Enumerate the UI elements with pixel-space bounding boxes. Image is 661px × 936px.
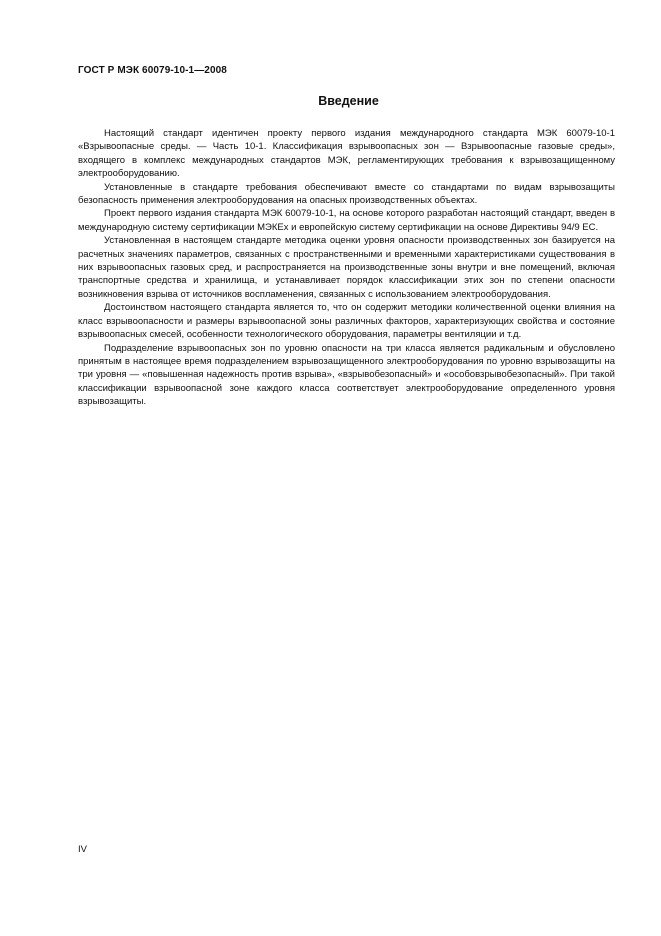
paragraph: Достоинством настоящего стандарта является то, что он содержит методики количественной оценки влияния на класс взрывоопасности и размеры взрывоопасной зоны различных факторов, характеризующих свойства и состояние взрывоопасных смесей, особенности технологического оборудования, параметры вентиляции и т.д. xyxy=(78,302,615,341)
section-title: Введение xyxy=(318,94,379,108)
paragraph: Подразделение взрывоопасных зон по уровню опасности на три класса является радикальным и обусловлено принятым в настоящее время подразделением взрывозащищенного электрооборудования по уровню взрывозащиты на три уровня — «повышенная надежность против взрыва», «взрывобезопасный» и «особовзрывобезопасный». При такой классификации взрывоопасной зоне каждого класса соответствует электрооборудование определенного уровня взрывозащиты. xyxy=(78,342,615,408)
paragraph: Установленные в стандарте требования обеспечивают вместе со стандартами по видам взрывозащиты безопасность применения электрооборудования на опасных производственных объектах. xyxy=(78,181,615,207)
paragraph: Проект первого издания стандарта МЭК 60079-10-1, на основе которого разработан настоящий стандарт, введен в международную систему сертификации МЭКЕх и европейскую систему сертификации на основе Директивы 94/9 ЕС. xyxy=(78,208,615,233)
document-header: ГОСТ Р МЭК 60079-10-1—2008 xyxy=(78,65,227,76)
paragraph: Настоящий стандарт идентичен проекту первого издания международного стандарта МЭК 60079-10-1 «Взрывоопасные среды. — Часть 10-1. Классификация взрывоопасных зон — Взрывоопасные газовые среды», входящего в комплекс международных стандартов МЭК, регламентирующих требования к взрывозащищенному электрооборудованию. xyxy=(78,128,615,180)
paragraph: Установленная в настоящем стандарте методика оценки уровня опасности производственных зон базируется на расчетных значениях параметров, связанных с пространственными и временными характеристиками существования в них взрывоопасных газовых сред, и распространяется на производственные зоны внутри и вне помещений, включая транспортные средства и хранилища, и устанавливает порядок классификации этих зон по степени опасности возникновения взрыва от источников воспламенения, связанных с использованием электрооборудования. xyxy=(78,235,615,300)
section-body xyxy=(78,127,615,409)
page-number: IV xyxy=(78,844,87,855)
